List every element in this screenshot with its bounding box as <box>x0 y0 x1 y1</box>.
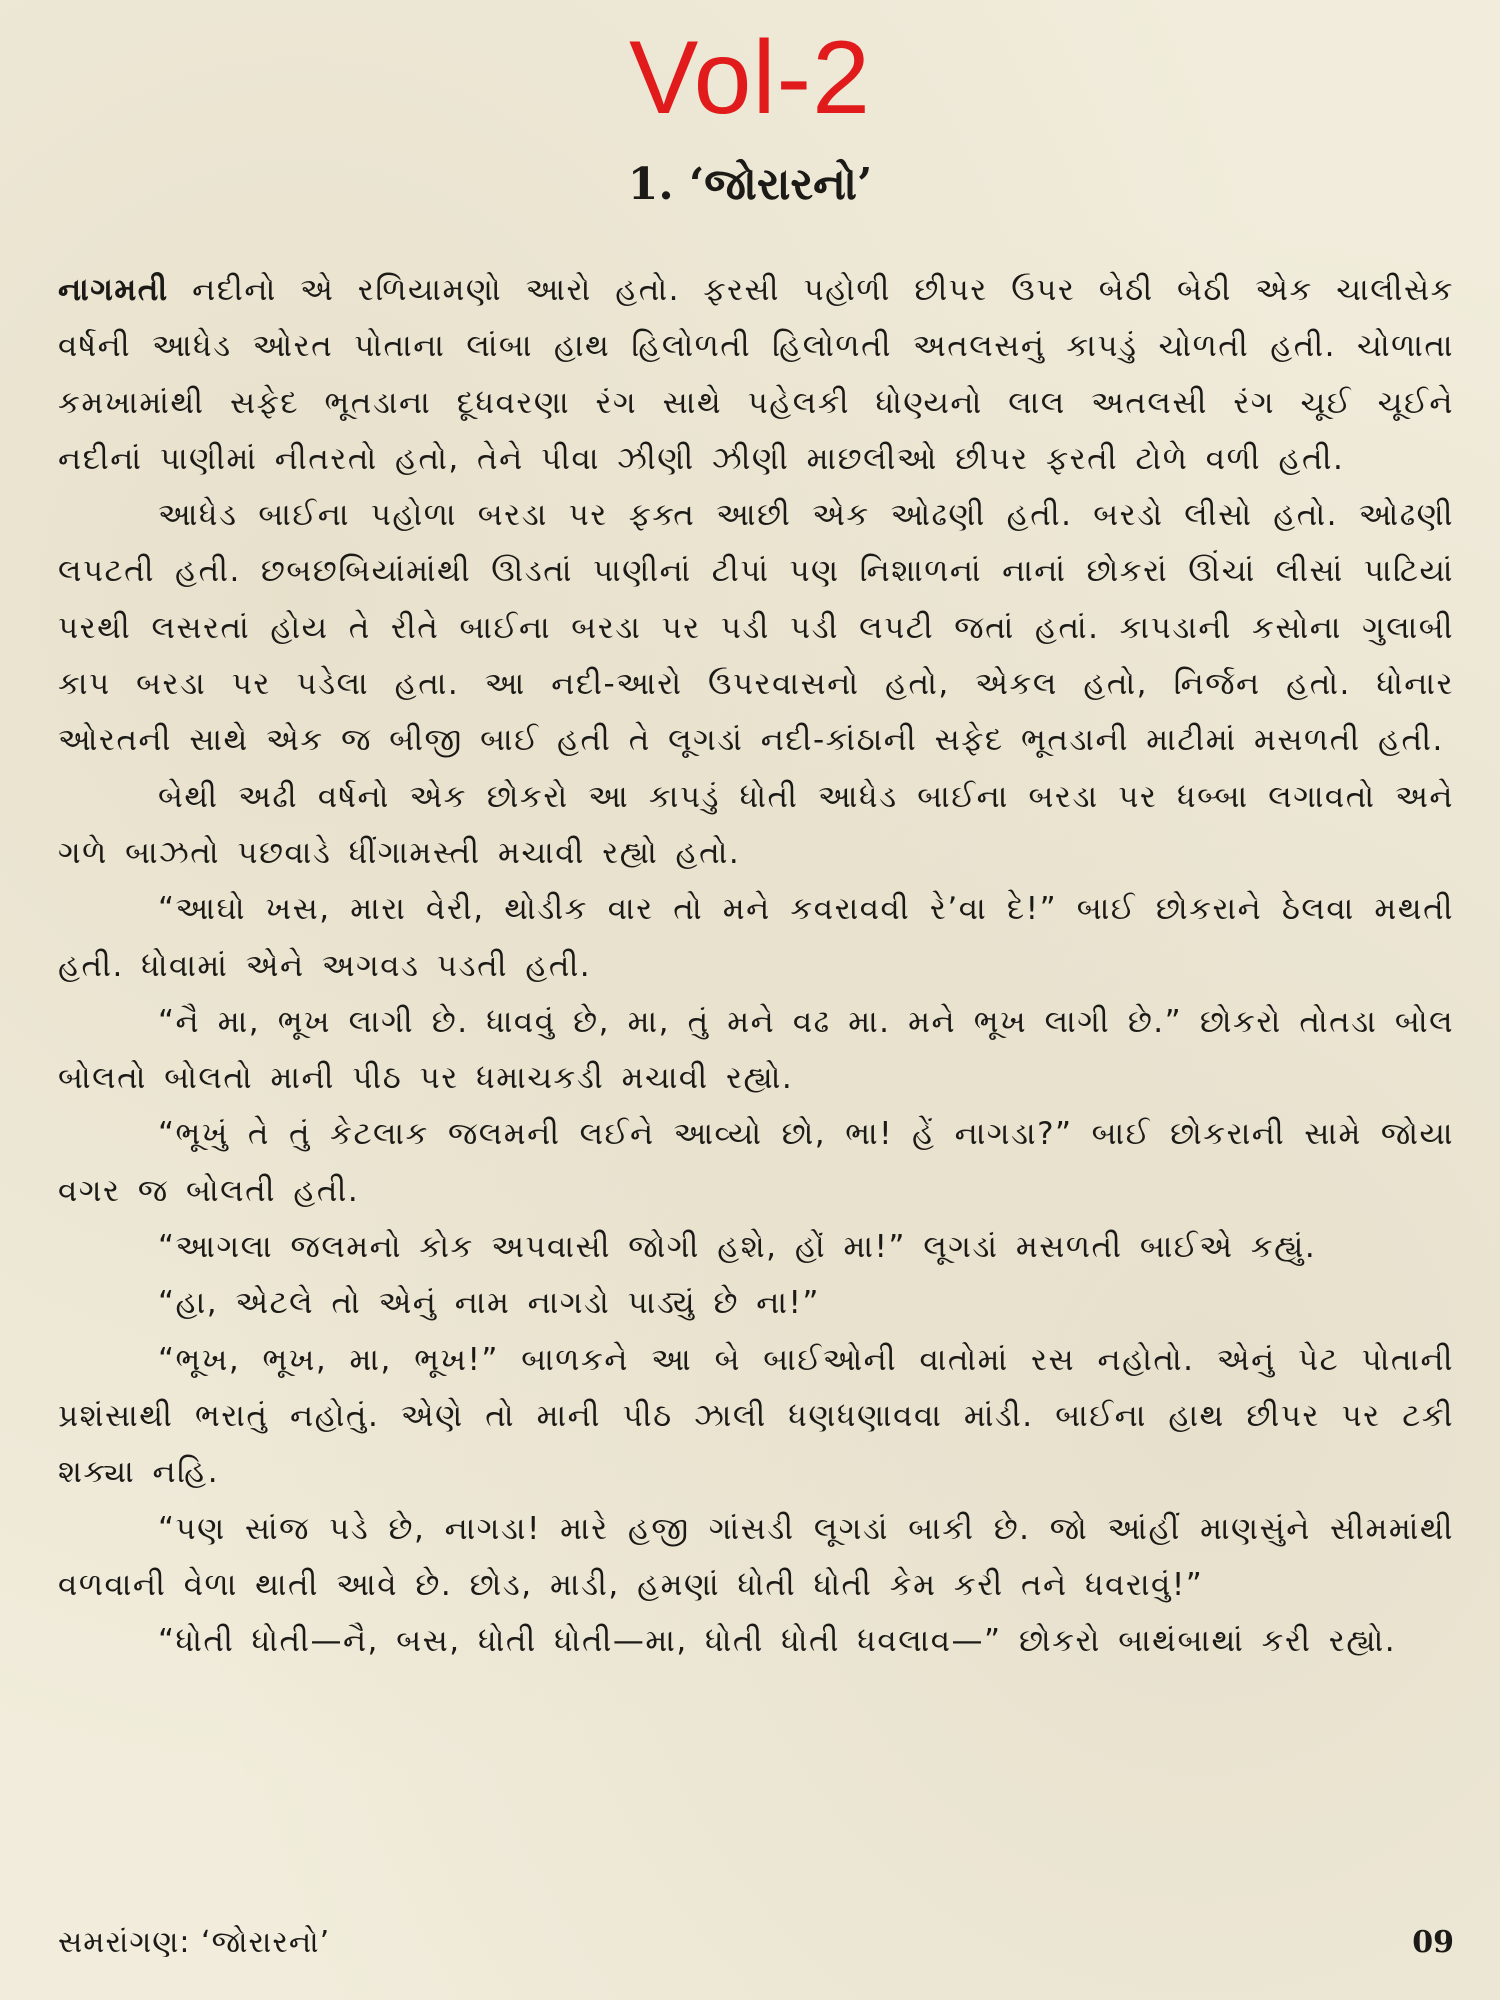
paragraph-11: “ધોતી ધોતી—નૈ, બસ, ધોતી ધોતી—મા, ધોતી ધોતી ધવલાવ—” છોકરો બાથંબાથાં કરી રહ્યો. <box>158 1623 1397 1660</box>
volume-label: Vol-2 <box>628 20 872 136</box>
page-number: 09 <box>1412 1925 1454 1960</box>
paragraph-1-text: નદીનો એ રળિયામણો આરો હતો. ફરસી પહોળી છીપર ઉપર બેઠી બેઠી એક ચાલીસેક વર્ષની આધેડ ઓરત પોતાના લાંબા હાથ હિલોળતી હિલોળતી અતલસનું કાપડું ચોળતી હતી. ચોળાતા કમખામાંથી સફેદ ભૂતડાના દૂધવરણા રંગ સાથે પહેલકી ધોણ્યનો લાલ અતલસી રંગ ચૂઈ ચૂઈને નદીનાં પાણીમાં નીતરતો હતો, તેને પીવા ઝીણી ઝીણી માછલીઓ છીપર ફરતી ટોળે વળી હતી. <box>58 272 1454 477</box>
paragraph-7: “આગલા જલમનો કોક અપવાસી જોગી હશે, હોં મા!” લૂગડાં મસળતી બાઈએ કહ્યું. <box>158 1229 1317 1266</box>
paragraph-6: “ભૂખું તે તું કેટલાક જલમની લઈને આવ્યો છો, ભા! હેં નાગડા?” બાઈ છોકરાની સામે જોયા વગર જ બોલતી હતી. <box>58 1116 1454 1209</box>
paragraph-8: “હા, એટલે તો એનું નામ નાગડો પાડ્યું છે ના!” <box>158 1285 820 1322</box>
page-footer <box>58 1918 1454 1968</box>
chapter-title: 1. ‘જોરારનો’ <box>627 159 873 210</box>
paragraph-9: “ભૂખ, ભૂખ, મા, ભૂખ!” બાળકને આ બે બાઈઓની વાતોમાં રસ નહોતો. એનું પેટ પોતાની પ્રશંસાથી ભરાતું નહોતું. એણે તો માની પીઠ ઝાલી ધણધણાવવા માંડી. બાઈના હાથ છીપર પર ટકી શક્યા નહિ. <box>58 1341 1454 1491</box>
chapter-body <box>58 262 1454 1669</box>
lead-word: નાગમતી <box>58 272 169 308</box>
paragraph-3: બેથી અઢી વર્ષનો એક છોકરો આ કાપડું ધોતી આધેડ બાઈના બરડા પર ધબ્બા લગાવતો અને ગળે બાઝતો પછવાડે ધીંગામસ્તી મચાવી રહ્યો હતો. <box>58 778 1454 871</box>
paragraph-5: “નૈ મા, ભૂખ લાગી છે. ધાવવું છે, મા, તું મને વઢ મા. મને ભૂખ લાગી છે.” છોકરો તોતડા બોલ બોલતો બોલતો માની પીઠ પર ધમાચકડી મચાવી રહ્યો. <box>58 1003 1454 1097</box>
paragraph-4: “આઘો ખસ, મારા વેરી, થોડીક વાર તો મને કવરાવવી રે’વા દે!” બાઈ છોકરાને ઠેલવા મથતી હતી. ધોવામાં એને અગવડ પડતી હતી. <box>58 891 1454 984</box>
paragraph-1 <box>58 262 1454 487</box>
paragraph-10: “પણ સાંજ પડે છે, નાગડા! મારે હજી ગાંસડી લૂગડાં બાકી છે. જો આંહીં માણસુંને સીમમાંથી વળવાની વેળા થાતી આવે છે. છોડ, માડી, હમણાં ધોતી ધોતી કેમ કરી તને ધવરાવું!” <box>58 1510 1454 1603</box>
footer-book-chapter: સમરાંગણ: ‘જોરારનો’ <box>58 1925 331 1960</box>
paragraph-2: આધેડ બાઈના પહોળા બરડા પર ફક્ત આછી એક ઓઢણી હતી. બરડો લીસો હતો. ઓઢણી લપટતી હતી. છબછબિયાંમાંથી ઊડતાં પાણીનાં ટીપાં પણ નિશાળનાં નાનાં છોકરાં ઊંચાં લીસાં પાટિયાં પરથી લસરતાં હોય તે રીતે બાઈના બરડા પર પડી પડી લપટી જતાં હતાં. કાપડાની કસોના ગુલાબી કાપ બરડા પર પડેલા હતા. આ નદી-આરો ઉપરવાસનો હતો, એકલ હતો, નિર્જન હતો. ધોનાર ઓરતની સાથે એક જ બીજી બાઈ હતી તે લૂગડાં નદી-કાંઠાની સફેદ ભૂતડાની માટીમાં મસળતી હતી. <box>58 497 1454 759</box>
